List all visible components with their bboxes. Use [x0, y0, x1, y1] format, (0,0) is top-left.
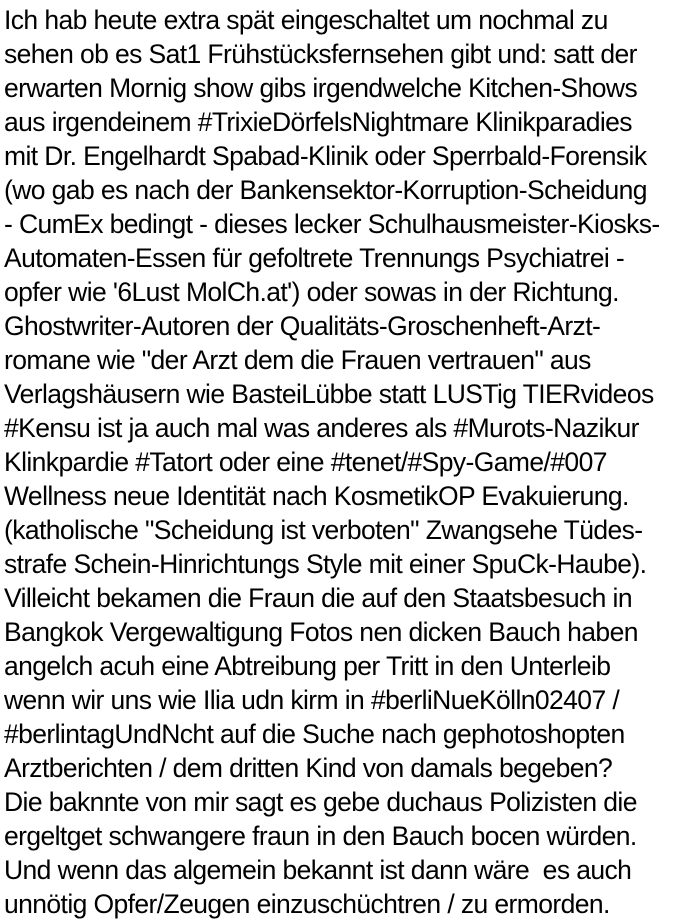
text-line: angelch acuh eine Abtreibung per Tritt in den Unterleib	[4, 651, 611, 681]
text-line: - CumEx bedingt - dieses lecker Schulhausmeister-Kiosks-	[4, 209, 660, 239]
text-line: Arztberichten / dem dritten Kind von damals begeben?	[4, 753, 613, 783]
text-line: Klinkpardie #Tatort oder eine #tenet/#Spy-Game/#007	[4, 447, 607, 477]
text-line: Ghostwriter-Autoren der Qualitäts-Groschenheft-Arzt-	[4, 311, 601, 341]
text-line: #Kensu ist ja auch mal was anderes als #Murots-Nazikur	[4, 413, 639, 443]
text-line: Automaten-Essen für gefoltrete Trennungs Psychiatrei -	[4, 243, 625, 273]
text-line: (wo gab es nach der Bankensektor-Korruption-Scheidung	[4, 175, 647, 205]
text-line: Die baknnte von mir sagt es gebe duchaus Polizisten die	[4, 787, 637, 817]
text-line: aus irgendeinem #TrixieDörfelsNightmare Klinikparadies	[4, 107, 632, 137]
text-line: Verlagshäusern wie BasteiLübbe statt LUSTig TIERvideos	[4, 379, 654, 409]
text-line: ergeltget schwangere fraun in den Bauch bocen würden.	[4, 821, 637, 851]
text-line: unnötig Opfer/Zeugen einzuschüchtren / zu ermorden.	[4, 889, 610, 919]
text-line: romane wie "der Arzt dem die Frauen vertrauen" aus	[4, 345, 591, 375]
text-line: erwarten Mornig show gibs irgendwelche Kitchen-Shows	[4, 73, 638, 103]
text-line: Wellness neue Identität nach KosmetikOP Evakuierung.	[4, 481, 629, 511]
text-line: Bangkok Vergewaltigung Fotos nen dicken Bauch haben	[4, 617, 638, 647]
text-line: mit Dr. Engelhardt Spabad-Klinik oder Sperrbald-Forensik	[4, 141, 647, 171]
text-line: Ich hab heute extra spät eingeschaltet um nochmal zu	[4, 5, 608, 35]
text-line: wenn wir uns wie Ilia udn kirm in #berliNueKölln02407 /	[4, 685, 620, 715]
text-line: (katholische "Scheidung ist verboten" Zwangsehe Tüdes-	[4, 515, 643, 545]
text-line: Und wenn das algemein bekannt ist dann wäre es auch	[4, 855, 632, 885]
text-line: #berlintagUndNcht auf die Suche nach gephotoshopten	[4, 719, 625, 749]
text-line: opfer wie '6Lust MolCh.at') oder sowas in der Richtung.	[4, 277, 619, 307]
text-line: Villeicht bekamen die Fraun die auf den Staatsbesuch in	[4, 583, 632, 613]
text-line: strafe Schein-Hinrichtungs Style mit einer SpuCk-Haube).	[4, 549, 647, 579]
text-block	[4, 3, 680, 920]
text-line: sehen ob es Sat1 Frühstücksfernsehen gibt und: satt der	[4, 39, 637, 69]
